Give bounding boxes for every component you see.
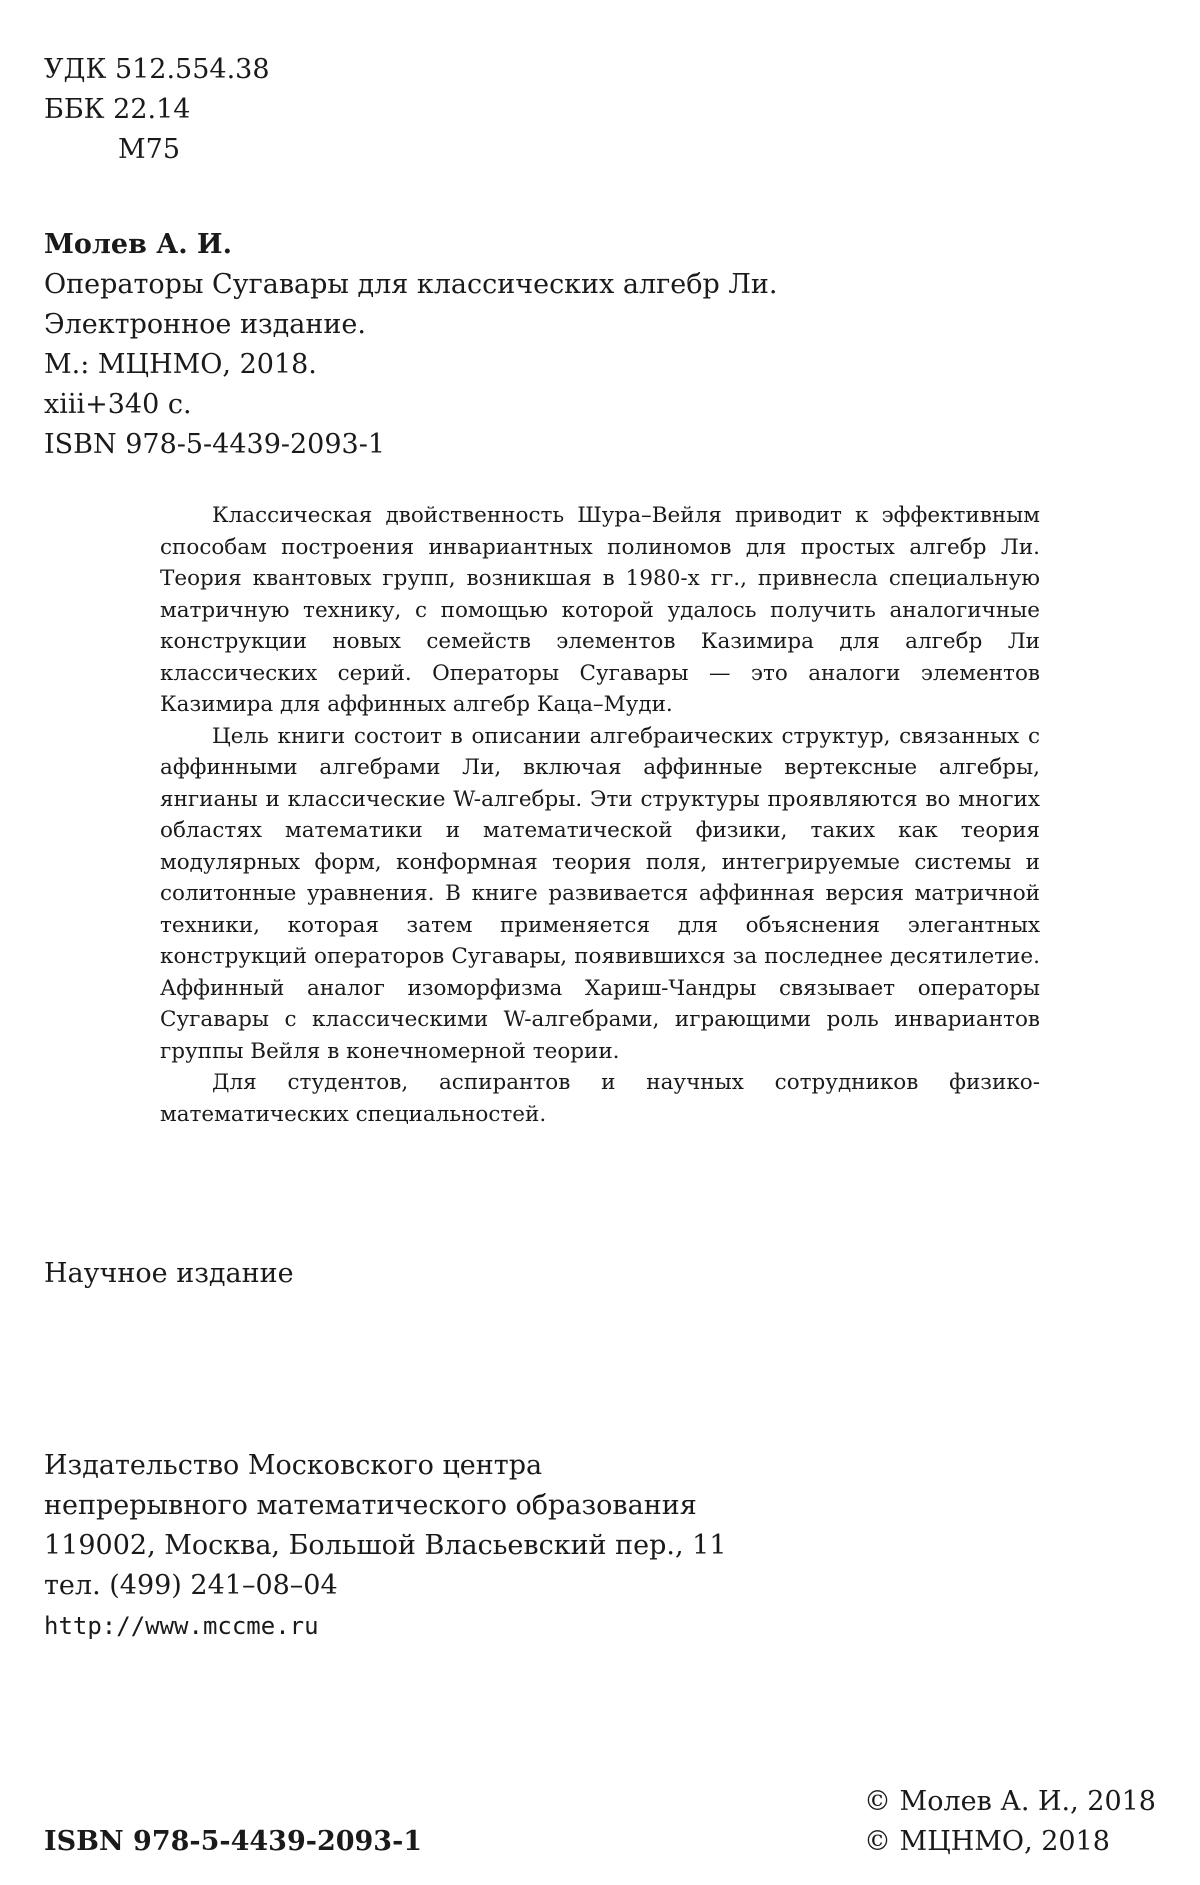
publisher-name-line1: Издательство Московского центра xyxy=(44,1446,727,1486)
copyright-publisher: © МЦНМО, 2018 xyxy=(864,1822,1156,1862)
publisher-url[interactable]: http://www.mccme.ru xyxy=(44,1606,727,1646)
abstract xyxy=(160,500,1040,1130)
abstract-paragraph: Для студентов, аспирантов и научных сотрудников физико-математических специальностей. xyxy=(160,1067,1040,1130)
edition-type: Научное издание xyxy=(44,1254,294,1294)
edition-note: Электронное издание. xyxy=(44,305,777,345)
abstract-paragraph: Цель книги состоит в описании алгебраических структур, связанных с аффинными алгебрами Ли, включая аффинные вертексные алгебры, янгианы и классические W-алгебры. Эти структуры проявляются во многих областях математики и математической физики, таких как теория модулярных форм, конформная теория поля, интегрируемые системы и солитонные уравнения. В книге развивается аффинная версия матричной техники, которая затем применяется для объяснения элегантных конструкций операторов Сугавары, появившихся за последнее десятилетие. Аффинный аналог изоморфизма Хариш-Чандры связывает операторы Сугавары с классическими W-алгебрами, играющими роль инвариантов группы Вейля в конечномерной теории. xyxy=(160,721,1040,1068)
isbn: ISBN 978-5-4439-2093-1 xyxy=(44,425,777,465)
publisher-phone: тел. (499) 241–08–04 xyxy=(44,1566,727,1606)
bbk-code: ББК 22.14 xyxy=(44,90,270,130)
book-title: Операторы Сугавары для классических алгебр Ли. xyxy=(44,265,777,305)
publisher-info xyxy=(44,1446,727,1646)
bibliographic-record xyxy=(44,225,777,465)
author-mark: М75 xyxy=(44,130,270,170)
udk-code: УДК 512.554.38 xyxy=(44,50,270,90)
publication-info: М.: МЦНМО, 2018. xyxy=(44,345,777,385)
publisher-name-line2: непрерывного математического образования xyxy=(44,1486,727,1526)
abstract-paragraph: Классическая двойственность Шура–Вейля приводит к эффективным способам построения инвариантных полиномов для простых алгебр Ли. Теория квантовых групп, возникшая в 1980-х гг., привнесла специальную матричную технику, с помощью которой удалось получить аналогичные конструкции новых семейств элементов Казимира для алгебр Ли классических серий. Операторы Сугавары — это аналоги элементов Казимира для аффинных алгебр Каца–Муди. xyxy=(160,500,1040,721)
copyright-author: © Молев А. И., 2018 xyxy=(864,1782,1156,1822)
imprint-page xyxy=(0,0,1200,1885)
publisher-address: 119002, Москва, Большой Власьевский пер., 11 xyxy=(44,1526,727,1566)
copyright-block xyxy=(864,1782,1156,1862)
page-count: xiii+340 с. xyxy=(44,385,777,425)
footer-isbn: ISBN 978-5-4439-2093-1 xyxy=(44,1822,422,1862)
classification-codes xyxy=(44,50,270,170)
author: Молев А. И. xyxy=(44,225,777,265)
